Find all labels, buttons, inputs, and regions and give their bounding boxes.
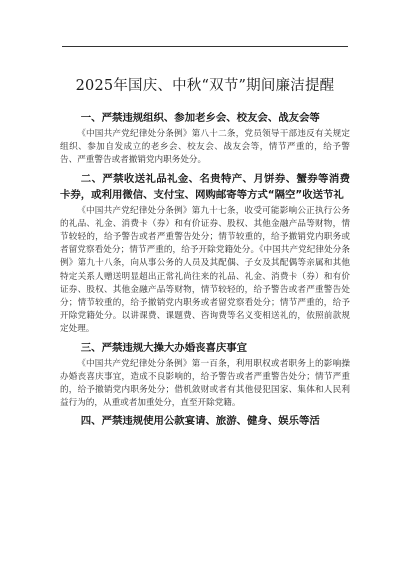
section-paragraph: 《中国共产党纪律处分条例》第九十七条，收受可能影响公正执行公务的礼品、礼金、消费卡（券）和有价证券、股权、其他金融产品等财物，情节较轻的，给予警告或者严重警告处分；情节较重的，给予撤销党内职务或者留党察看处分；情节严重的，给予开除党籍处分。《中国共产党纪律处分条例》第九十八条，向从事公务的人员及其配偶、子女及其配偶等亲属和其他特定关系人赠送明显超出正常礼尚往来的礼品、礼金、消费卡（券）和有价证券、股权、其他金融产品等财物，情节较轻的，给予警告或者严重警告处分；情节较重的，给予撤销党内职务或者留党察看处分；情节严重的，给予开除党籍处分。以讲课费、课题费、咨询费等名义变相送礼的，依照前款规定处理。 [60, 205, 350, 335]
section-heading: 一、严禁违规组织、参加老乡会、校友会、战友会等 [80, 112, 320, 124]
section-4 [60, 413, 350, 429]
section-2 [60, 171, 350, 337]
header-rule [62, 46, 348, 47]
document-body [60, 76, 350, 431]
section-heading: 二、严禁收送礼品礼金、名贵特产、月饼券、蟹券等消费卡券，或利用微信、支付宝、网购邮寄等方式“隔空”收送节礼 [60, 172, 350, 201]
section-heading: 三、严禁违规大操大办婚丧喜庆事宜 [80, 341, 248, 354]
section-heading: 四、严禁违规使用公款宴请、旅游、健身、娱乐等活 [80, 415, 320, 428]
section-paragraph: 《中国共产党纪律处分条例》第一百条，利用职权或者职务上的影响操办婚丧喜庆事宜，造成不良影响的，给予警告或者严重警告处分；情节严重的，给予撤销党内职务处分；借机敛财或者有其他侵犯国家、集体和人民利益行为的，从重或者加重处分，直至开除党籍。 [60, 358, 350, 409]
section-1 [60, 110, 350, 168]
section-paragraph: 《中国共产党纪律处分条例》第八十二条，党员领导干部违反有关规定组织、参加自发成立的老乡会、校友会、战友会等，情节严重的，给予警告、严重警告或者撤销党内职务处分。 [60, 129, 350, 166]
section-3 [60, 340, 350, 411]
document-title: 2025年国庆、中秋“双节”期间廉洁提醒 [75, 78, 335, 94]
